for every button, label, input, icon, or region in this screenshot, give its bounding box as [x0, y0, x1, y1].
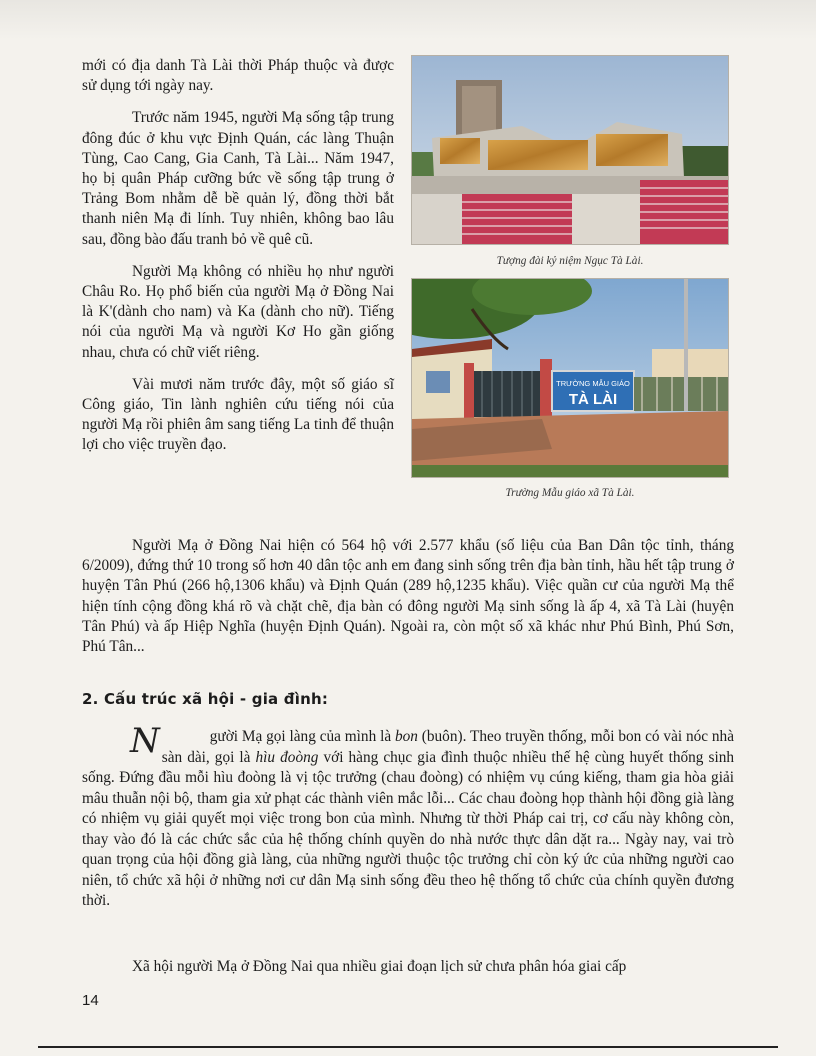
- page-top-shade: [0, 0, 816, 40]
- term-hiu-doong: hìu đoòng: [255, 748, 319, 766]
- school-sign-line2: TÀ LÀI: [568, 391, 618, 408]
- column-paragraph-1: mới có địa danh Tà Lài thời Pháp thuộc và được sử dụng tới ngày nay.: [82, 57, 394, 95]
- column-paragraph-2: Trước năm 1945, người Mạ sống tập trung đông đúc ở khu vực Định Quán, các làng Thuận Tùng, Cao Cang, Gia Canh, Tà Lài... Năm 1947, họ bị quân Pháp cưỡng bức về sống tập trung ở Trảng Bom nhằm dễ bề quản lý, đồng thời bắt thanh niên Mạ đi lính. Tuy nhiên, không bao lâu sau, đồng bào đấu tranh bỏ về quê cũ.: [82, 109, 394, 248]
- monument-photo: [412, 56, 728, 244]
- last-paragraph: [82, 957, 734, 977]
- population-text: Người Mạ ở Đồng Nai hiện có 564 hộ với 2.577 khẩu (số liệu của Ban Dân tộc tỉnh, tháng 6/2009), đứng thứ 10 trong số hơn 40 dân tộc anh em đang sinh sống trên địa bàn tỉnh, hầu hết tập trung ở huyện Tân Phú (266 hộ,1306 khẩu) và Định Quán (289 hộ,1235 khẩu). Việc quần cư của người Mạ thể hiện tính cộng đồng khá rõ và chặt chẽ, địa bàn có đông người Mạ sinh sống là ấp 4, xã Tà Lài (huyện Tân Phú) và ấp Hiệp Nghĩa (huyện Định Quán). Ngoài ra, còn một số xã khác như Phú Bình, Phú Sơn, Phú Tân...: [82, 537, 734, 656]
- term-bon: bon: [394, 728, 418, 745]
- column-paragraph-4: Vài mươi năm trước đây, một số giáo sĩ Công giáo, Tin lành nghiên cứu tiếng nói của người Mạ rồi phiên âm sang tiếng La tinh để thuận lợi cho việc truyền đạo.: [82, 375, 394, 454]
- monument-caption: Tượng đài kỷ niệm Ngục Tà Lài.: [496, 255, 644, 267]
- social-text-b: (buôn). Theo truyền thống, mỗi bon có vài nóc nhà sàn dài, gọi là: [161, 728, 734, 766]
- school-photo: [412, 279, 728, 477]
- drop-cap: N: [130, 721, 160, 761]
- social-structure-paragraph: [82, 721, 734, 912]
- page-number: 14: [82, 992, 99, 1009]
- school-sign-line1: TRƯỜNG MẪU GIÁO: [556, 379, 630, 388]
- population-paragraph: [82, 536, 734, 657]
- social-text: [82, 721, 734, 912]
- bottom-rule: [38, 1046, 778, 1048]
- column-paragraph-3: Người Mạ không có nhiều họ như người Châu Ro. Họ phổ biến của người Mạ ở Đồng Nai là K'(dành cho nam) và Ka (dành cho nữ). Tiếng nói của người Mạ và người Kơ Ho gần giống nhau, chưa có chữ viết riêng.: [82, 262, 394, 361]
- school-caption: Trường Mẫu giáo xã Tà Lài.: [505, 487, 635, 499]
- social-text-a: gười Mạ gọi làng của mình là: [209, 728, 395, 745]
- social-text-c: với hàng chục gia đình thuộc nhiều thế hệ cùng huyết thống sinh sống. Đứng đầu mỗi hìu đoòng là vị tộc trưởng (chau đoòng) có nhiệm vụ cúng kiếng, tham gia hòa giải mâu thuẫn nội bộ, tham gia xử phạt các thành viên mắc lỗi... Các chau đoòng họp thành hội đồng già làng có nhiệm vụ giải quyết mọi việc trong bon của mình. Nhưng từ thời Pháp cai trị, cơ cấu này không còn, thay vào đó là các chức sắc của hệ thống chính quyền do nhà nước thực dân dặt ra... Ngày nay, vai trò quan trọng của hội đồng già làng, của những người thuộc tộc trưởng chỉ còn ký ức của những người cao niên, tổ chức xã hội ở những nơi cư dân Mạ sinh sống đều theo hệ thống tổ chức của chính quyền đương thời.: [82, 748, 734, 909]
- column-text: [82, 56, 394, 456]
- section-heading: 2. Cấu trúc xã hội - gia đình:: [82, 690, 329, 708]
- last-line-text: Xã hội người Mạ ở Đồng Nai qua nhiều giai đoạn lịch sử chưa phân hóa giai cấp: [132, 958, 627, 975]
